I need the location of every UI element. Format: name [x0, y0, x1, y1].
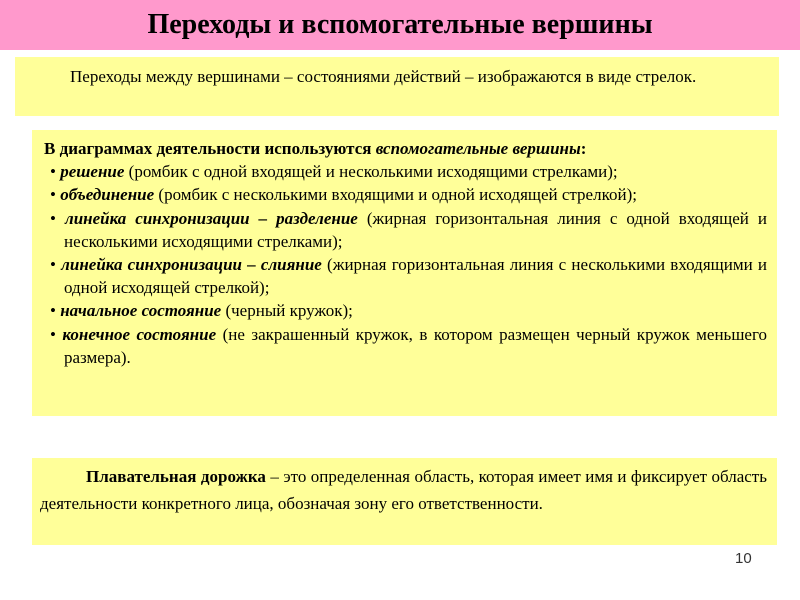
item-desc: (не закрашенный кружок, в котором размещен черный кружок меньшего размера). — [64, 324, 767, 367]
swimlane-box — [32, 458, 777, 545]
aux-heading-term: вспомогательные вершины — [375, 139, 581, 158]
page-number: 10 — [735, 550, 752, 567]
list-item-final-state: • конечное состояние (не закрашенный кружок, в котором размещен черный кружок меньшего размера). — [50, 324, 767, 367]
slide-title: Переходы и вспомогательные вершины — [147, 9, 653, 40]
item-desc: (ромбик с несколькими входящими и одной исходящей стрелкой); — [154, 185, 637, 205]
aux-heading-suffix: : — [580, 139, 587, 158]
list-item-join: • линейка синхронизации – слияние (жирная горизонтальная линия с несколькими входящими и одной исходящей стрелкой); — [50, 255, 767, 298]
title-bar — [0, 0, 800, 50]
swimlane-term: Плавательная дорожка — [86, 467, 266, 486]
aux-heading — [44, 137, 767, 160]
item-term: линейка синхронизации – слияние — [61, 255, 322, 275]
item-desc: (жирная горизонтальная линия с несколькими входящими и одной исходящей стрелкой); — [64, 255, 767, 298]
list-item-decision: • решение (ромбик с одной входящей и несколькими исходящими стрелками); — [50, 162, 618, 182]
item-desc: (ромбик с одной входящей и несколькими исходящими стрелками); — [124, 162, 618, 182]
item-term: начальное состояние — [60, 301, 222, 321]
list-item-fork: • линейка синхронизации – разделение (жирная горизонтальная линия с одной входящей и несколькими исходящими стрелками); — [50, 208, 767, 251]
transitions-text: Переходы между вершинами – состояниями действий – изображаются в виде стрелок. — [70, 67, 697, 86]
list-item-merge: • объединение (ромбик с несколькими входящими и одной исходящей стрелкой); — [50, 185, 637, 205]
item-desc: (черный кружок); — [221, 301, 353, 321]
aux-heading-prefix: В диаграммах деятельности используются — [44, 139, 376, 158]
list-item-initial-state: • начальное состояние (черный кружок); — [50, 301, 353, 321]
item-term: решение — [60, 162, 125, 182]
swimlane-desc: – это определенная область, которая имеет имя и фиксирует область деятельности конкретного лица, обозначая зону его ответственности. — [40, 467, 767, 513]
auxiliary-vertices-box — [32, 130, 777, 416]
item-term: линейка синхронизации – разделение — [64, 208, 358, 228]
item-term: конечное состояние — [62, 324, 217, 344]
transitions-box — [15, 57, 779, 116]
item-term: объединение — [60, 185, 155, 205]
item-desc: (жирная горизонтальная линия с одной входящей и несколькими исходящими стрелками); — [64, 208, 767, 251]
